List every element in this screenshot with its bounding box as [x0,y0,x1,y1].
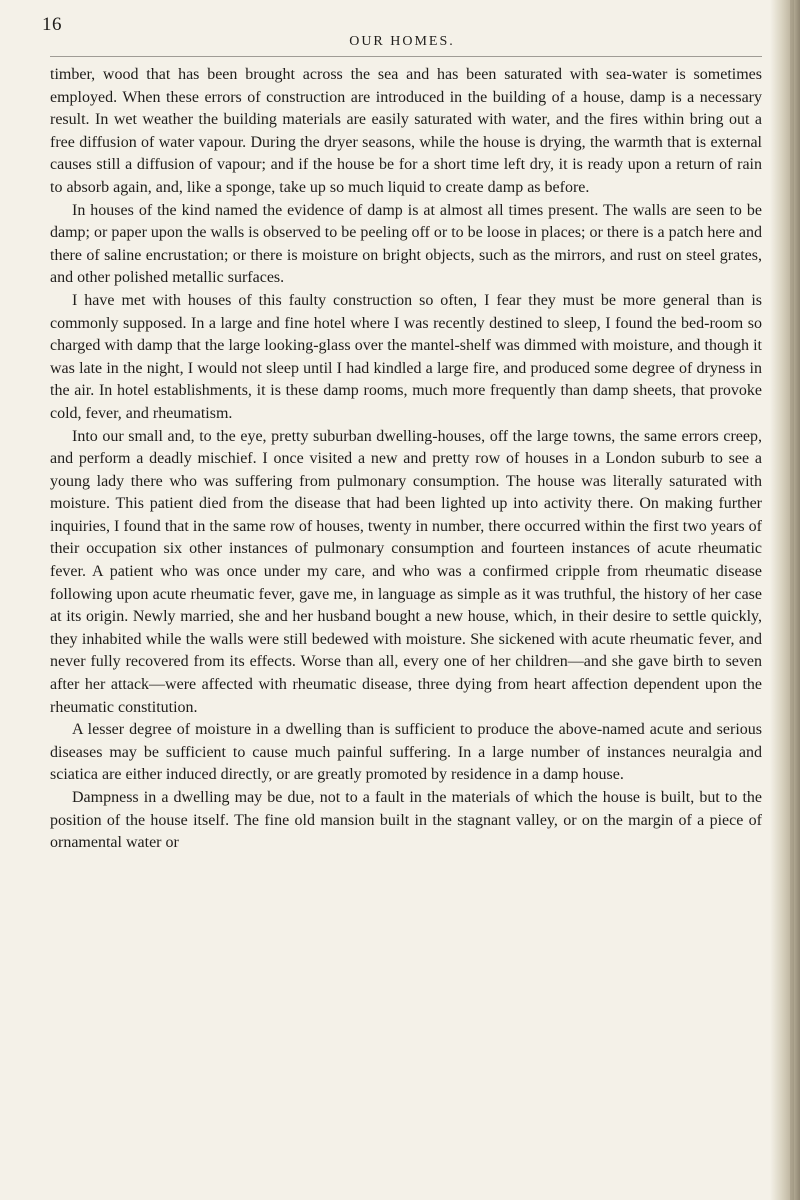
paragraph: A lesser degree of moisture in a dwelling than is sufficient to produce the above-named acute and serious diseases may be sufficient to cause much painful suffering. In a large number of instances neuralgia and sciatica are either induced directly, or are greatly promoted by residence in a damp house. [50,721,762,784]
header-rule [50,56,762,57]
page-edge-shadow [790,0,794,1200]
page-header [42,14,762,54]
body-text [50,64,762,855]
page-edge [770,0,800,1200]
running-head: OUR HOMES. [349,34,455,49]
page-number: 16 [42,14,62,35]
paragraph: I have met with houses of this faulty construction so often, I fear they must be more general than is commonly supposed. In a large and fine hotel where I was recently destined to sleep, I found the bed-room so charged with damp that the large looking-glass over the mantel-shelf was dimmed with moisture, and though it was late in the night, I would not sleep until I had kindled a large fire, and produced some degree of dryness in the air. In hotel establishments, it is these damp rooms, much more frequently than damp sheets, that provoke cold, fever, and rheumatism. [50,291,762,422]
paragraph: In houses of the kind named the evidence of damp is at almost all times present. The walls are seen to be damp; or paper upon the walls is observed to be peeling off or to be loose in places; or there is a patch here and there of saline encrustation; or there is moisture on bright objects, such as the mirrors, and rust on steel grates, and other polished metallic surfaces. [50,201,762,287]
paragraph: Into our small and, to the eye, pretty suburban dwelling-houses, off the large towns, the same errors creep, and perform a deadly mischief. I once visited a new and pretty row of houses in a London suburb to see a young lady there who was suffering from pulmonary consumption. The house was literally saturated with moisture. This patient died from the disease that had been lighted up into activity there. On making further inquiries, I found that in the same row of houses, twenty in number, there occurred within the first two years of their occupation six other instances of pulmonary consumption and fourteen instances of acute rheumatic fever. A patient who was once under my care, and who was a confirmed cripple from rheumatic disease following upon acute rheumatic fever, gave me, in language as simple as it was truthful, the history of her case at its origin. Newly married, she and her husband bought a new house, which, in their desire to settle quickly, they inhabited while the walls were still bedewed with moisture. She sickened with acute rheumatic fever, and never fully recovered from its effects. Worse than all, every one of her children—and she gave birth to seven after her attack—were affected with rheumatic disease, three dying from heart affection dependent upon the rheumatic constitution. [50,427,762,716]
paragraph: Dampness in a dwelling may be due, not to a fault in the materials of which the house is built, but to the position of the house itself. The fine old mansion built in the stagnant valley, or on the margin of a piece of ornamental water or [50,789,762,852]
paragraph: timber, wood that has been brought across the sea and has been saturated with sea-water is sometimes employed. When these errors of construction are introduced in the building of a house, damp is a necessary result. In wet weather the building materials are easily saturated with water, and the fires within bring out a free diffusion of water vapour. During the dryer seasons, while the house is drying, the warmth that is external causes still a diffusion of vapour; and if the house be for a short time left dry, it is ready upon a return of rain to absorb again, and, like a sponge, take up so much liquid to create damp as before. [50,66,762,196]
